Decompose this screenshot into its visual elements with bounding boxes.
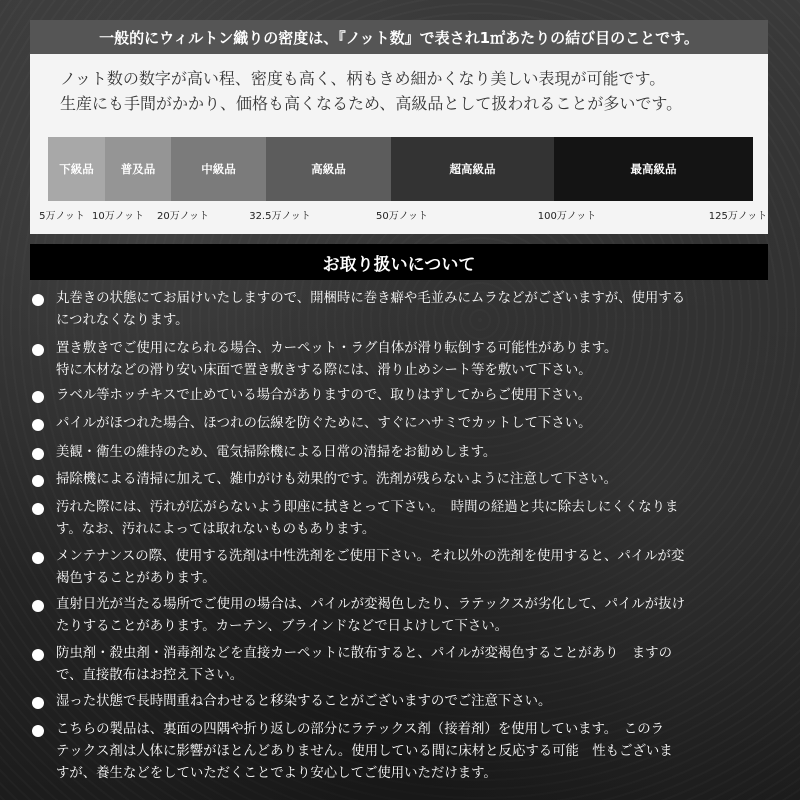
- note-text: [56, 288, 786, 332]
- bullet-icon: [32, 344, 44, 356]
- grade-segment: 超高級品: [391, 137, 554, 201]
- note-text: [56, 497, 786, 541]
- note-text: [56, 338, 786, 382]
- note-line: で、直接散布はお控え下さい。: [56, 668, 244, 683]
- bullet-icon: [32, 503, 44, 515]
- note-line: パイルがほつれた場合、ほつれの伝線を防ぐために、すぐにハサミでカットして下さい。: [56, 416, 592, 431]
- grade-segment: 下級品: [48, 137, 105, 201]
- knot-tick-label: 100万ノット: [537, 211, 597, 222]
- knot-tick-label: 20万ノット: [156, 211, 210, 222]
- note-text: [56, 691, 786, 713]
- handling-title: お取り扱いについて: [30, 244, 768, 280]
- bullet-icon: [32, 419, 44, 431]
- note-line: 丸巻きの状態にてお届けいたしますので、開梱時に巻き癖や毛並みにムラなどがございますが、使用する: [56, 291, 686, 306]
- note-line: 防虫剤・殺虫剤・消毒剤などを直接カーペットに散布すると、パイルが変褐色することがあり ますの: [56, 646, 672, 661]
- note-text: [56, 413, 786, 435]
- knot-tick-label: 125万ノット: [708, 211, 768, 222]
- note-line: す。なお、汚れによっては取れないものもあります。: [56, 522, 376, 537]
- bullet-icon: [32, 600, 44, 612]
- note-text: [56, 546, 786, 590]
- knot-density-panel: [30, 20, 768, 234]
- bullet-icon: [32, 552, 44, 564]
- knot-tick-label: 32.5万ノット: [249, 211, 311, 222]
- note-text: [56, 385, 786, 407]
- note-line: 掃除機による清掃に加えて、雑巾がけも効果的です。洗剤が残らないように注意して下さい。: [56, 472, 618, 487]
- note-text: [56, 594, 786, 638]
- note-line: たりすることがあります。カーテン、ブラインドなどで日よけして下さい。: [56, 619, 509, 634]
- note-line: こちらの製品は、裏面の四隅や折り返しの部分にラテックス剤（接着剤）を使用しています。 このラ: [56, 722, 665, 737]
- knot-tick-label: 50万ノット: [375, 211, 429, 222]
- note-line: テックス剤は人体に影響がほとんどありません。使用している間に床材と反応する可能 性もございま: [56, 744, 673, 759]
- note-text: [56, 719, 786, 785]
- knot-count-ticks: [30, 207, 768, 223]
- note-line: につれなくなります。: [56, 313, 189, 328]
- grade-segment: 普及品: [105, 137, 171, 201]
- note-line: 直射日光が当たる場所でご使用の場合は、パイルが変褐色したり、ラテックスが劣化して、パイルが抜け: [56, 597, 685, 612]
- note-line: 置き敷きでご使用になられる場合、カーペット・ラグ自体が滑り転倒する可能性があります。: [56, 341, 618, 356]
- note-text: [56, 442, 786, 464]
- note-line: 汚れた際には、汚れが広がらないよう即座に拭きとって下さい。 時間の経過と共に除去しにくくなりま: [56, 500, 679, 515]
- note-line: 湿った状態で長時間重ね合わせると移染することがございますのでご注意下さい。: [56, 694, 552, 709]
- bullet-icon: [32, 475, 44, 487]
- grade-segment: 中級品: [171, 137, 266, 201]
- note-text: [56, 469, 786, 491]
- bullet-icon: [32, 448, 44, 460]
- note-line: 美観・衛生の維持のため、電気掃除機による日常の清掃をお勧めします。: [56, 445, 497, 460]
- note-line: 特に木材などの滑り安い床面で置き敷きする際には、滑り止めシート等を敷いて下さい。: [56, 363, 592, 378]
- bullet-icon: [32, 697, 44, 709]
- note-text: [56, 643, 786, 687]
- note-line: すが、養生などをしていただくことでより安心してご使用いただけます。: [56, 766, 497, 781]
- grade-segment: 最高級品: [554, 137, 753, 201]
- grade-scale-bar: [48, 137, 753, 201]
- bullet-icon: [32, 725, 44, 737]
- bullet-icon: [32, 391, 44, 403]
- bullet-icon: [32, 649, 44, 661]
- panel-header: 一般的にウィルトン織りの密度は、『ノット数』で表され1㎡あたりの結び目のことです。: [30, 20, 768, 54]
- note-line: メンテナンスの際、使用する洗剤は中性洗剤をご使用下さい。それ以外の洗剤を使用すると、パイルが変: [56, 549, 685, 564]
- grade-segment: 高級品: [266, 137, 391, 201]
- note-line: ラベル等ホッチキスで止めている場合がありますので、取りはずしてからご使用下さい。: [56, 388, 592, 403]
- description-line-1: ノット数の数字が高い程、密度も高く、柄もきめ細かくなり美しい表現が可能です。: [60, 69, 666, 88]
- description-line-2: 生産にも手間がかかり、価格も高くなるため、高級品として扱われることが多いです。: [60, 94, 683, 113]
- knot-tick-label: 5万ノット: [39, 211, 85, 222]
- knot-tick-label: 10万ノット: [91, 211, 145, 222]
- note-line: 褐色することがあります。: [56, 571, 216, 586]
- density-description: [60, 66, 760, 116]
- bullet-icon: [32, 294, 44, 306]
